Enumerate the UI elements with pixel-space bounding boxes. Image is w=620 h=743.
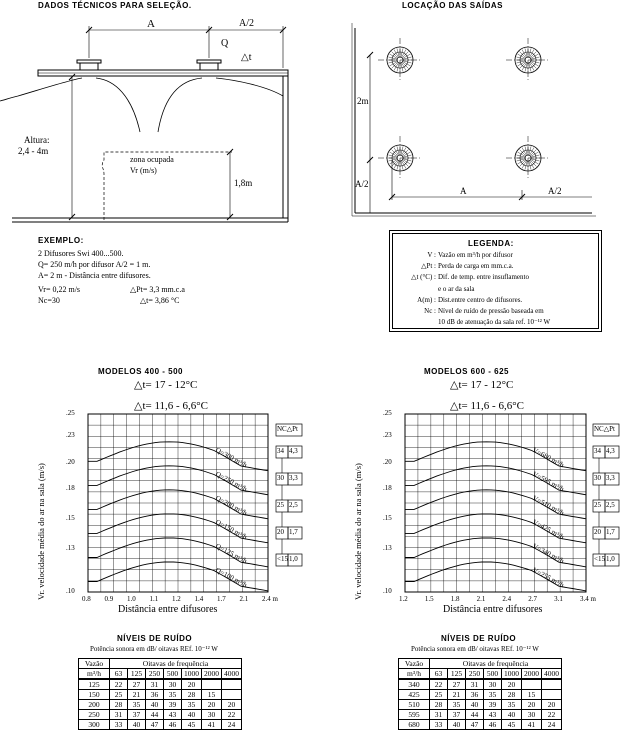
table-row bbox=[79, 700, 242, 710]
dim-a-label: A bbox=[460, 186, 467, 196]
y-tick-label: .20 bbox=[66, 457, 75, 466]
y-tick-label: .10 bbox=[383, 587, 392, 595]
table-cell: 28 bbox=[430, 700, 448, 710]
table-cell: 20 bbox=[202, 700, 222, 710]
table-cell: 340 bbox=[399, 679, 430, 690]
dim-label-a-half: A/2 bbox=[239, 18, 254, 29]
legend-key: △Pt : bbox=[421, 262, 436, 271]
y-tick-label: .15 bbox=[66, 514, 75, 523]
table-cell: 425 bbox=[399, 690, 430, 700]
x-tick-label: 0.8 bbox=[82, 595, 91, 603]
chart-right-xlabel: Distância entre difusores bbox=[443, 604, 543, 615]
series-label: V=510 m³/h bbox=[531, 494, 566, 518]
band-label: 500 bbox=[484, 669, 502, 680]
y-tick-label: .18 bbox=[383, 483, 392, 492]
y-tick-label: .25 bbox=[383, 409, 392, 417]
series-label: Q=125 m³/h bbox=[213, 542, 248, 566]
noise-table-right bbox=[398, 658, 562, 730]
dim-a-half-left-label: A/2 bbox=[355, 179, 369, 189]
table-cell: 31 bbox=[466, 679, 484, 690]
band-header: Oitavas de frequência bbox=[430, 659, 562, 669]
table-row bbox=[399, 700, 562, 710]
table-cell: 40 bbox=[146, 700, 164, 710]
diffuser-outlet-icon bbox=[378, 136, 422, 180]
legend-key: V : bbox=[427, 251, 436, 259]
x-tick-label: 2.1 bbox=[239, 595, 249, 603]
table-row bbox=[399, 690, 562, 700]
table-cell: 43 bbox=[484, 710, 502, 720]
table-cell: 28 bbox=[110, 700, 128, 710]
col-header-flow: Vazão bbox=[399, 659, 430, 669]
y-tick-label: .23 bbox=[383, 430, 392, 439]
table-row bbox=[399, 710, 562, 720]
legend-key: A(m) : bbox=[417, 295, 436, 304]
table-cell: 45 bbox=[182, 720, 202, 730]
table-cell: 24 bbox=[222, 720, 242, 730]
table-cell: 33 bbox=[110, 720, 128, 730]
chart-right-subtitle-2: △t= 11,6 - 6,6°C bbox=[450, 400, 524, 412]
table-cell: 595 bbox=[399, 710, 430, 720]
diffuser-rosettes bbox=[378, 38, 550, 180]
table-cell: 35 bbox=[182, 700, 202, 710]
x-tick-label: 1.2 bbox=[172, 595, 181, 603]
dim-a-half-bottom-label: A/2 bbox=[548, 186, 562, 196]
nc-value: <15 bbox=[277, 555, 288, 563]
nc-value: 34 bbox=[277, 447, 284, 455]
table-cell: 40 bbox=[466, 700, 484, 710]
chart-left-xlabel: Distância entre difusores bbox=[118, 604, 218, 615]
band-label: 2000 bbox=[522, 669, 542, 680]
table-cell: 30 bbox=[202, 710, 222, 720]
room-velocity-label: Vr (m/s) bbox=[130, 166, 157, 175]
band-label: 1000 bbox=[182, 669, 202, 680]
col-header-unit: m³/h bbox=[399, 669, 430, 680]
section-title-technical-data: DADOS TÉCNICOS PARA SELEÇÃO. bbox=[38, 1, 192, 10]
dim-2m-label: 2m bbox=[357, 96, 369, 106]
chart-models-400-500 bbox=[88, 414, 302, 592]
series-label: V=595 m³/h bbox=[531, 469, 566, 494]
table-row bbox=[399, 720, 562, 730]
temp-diff-label: △t bbox=[241, 52, 252, 63]
y-tick-label: .23 bbox=[66, 430, 75, 439]
legend-key: △t (°C) : bbox=[411, 273, 436, 282]
nc-value: 34 bbox=[594, 447, 601, 455]
table-cell: 35 bbox=[128, 700, 146, 710]
table-cell: 15 bbox=[522, 690, 542, 700]
delta-pt-value: 3,3 bbox=[289, 474, 298, 482]
series-label: Q=300 m³/h bbox=[213, 445, 248, 470]
noise-table-left bbox=[78, 658, 242, 730]
noise-right-subtitle: Potência sonora em dB/ oitavas REf. 10⁻¹² W bbox=[411, 645, 539, 653]
legend-text: Perda de carga em mm.c.a. bbox=[438, 262, 514, 271]
y-tick-label: .13 bbox=[383, 544, 392, 553]
example-temp-diff: △t= 3,86 °C bbox=[140, 296, 180, 305]
table-cell: 200 bbox=[79, 700, 110, 710]
band-label: 125 bbox=[448, 669, 466, 680]
example-pressure-loss: △Pt= 3,3 mm.c.a bbox=[130, 285, 185, 294]
series-label: Q=200 m³/h bbox=[213, 494, 248, 518]
table-cell: 45 bbox=[502, 720, 522, 730]
table-cell: 30 bbox=[164, 679, 182, 690]
table-cell: 41 bbox=[202, 720, 222, 730]
x-tick-label: 1.5 bbox=[424, 595, 434, 603]
band-label: 4000 bbox=[222, 669, 242, 680]
band-label: 250 bbox=[146, 669, 164, 680]
example-velocity: Vr= 0,22 m/s bbox=[38, 285, 81, 294]
height-18-label: 1,8m bbox=[234, 178, 253, 188]
nc-table-header-text: NC△Pt bbox=[277, 425, 298, 433]
table-cell: 35 bbox=[164, 690, 182, 700]
chart-models-600-625 bbox=[405, 414, 619, 592]
table-cell: 250 bbox=[79, 710, 110, 720]
band-label: 2000 bbox=[202, 669, 222, 680]
legend-text: Dist.entre centro de difusores. bbox=[438, 295, 523, 304]
series-label: Q=150 m³/h bbox=[213, 518, 248, 542]
table-cell: 40 bbox=[448, 720, 466, 730]
table-cell: 21 bbox=[128, 690, 146, 700]
x-tick-label: 2.7 bbox=[528, 595, 538, 603]
table-cell: 35 bbox=[502, 700, 522, 710]
table-cell: 36 bbox=[146, 690, 164, 700]
table-cell: 31 bbox=[146, 679, 164, 690]
example-line-1: 2 Difusores Swi 400...500. bbox=[38, 249, 124, 258]
band-header: Oitavas de frequência bbox=[110, 659, 242, 669]
x-tick-label: 1.0 bbox=[127, 595, 136, 603]
x-tick-label: 1.8 bbox=[450, 595, 460, 603]
nc-value: 30 bbox=[594, 474, 601, 482]
table-cell: 46 bbox=[164, 720, 182, 730]
legend-text: e o ar da sala bbox=[438, 284, 475, 293]
x-tick-label: 1.1 bbox=[149, 595, 159, 603]
chart-right-title: MODELOS 600 - 625 bbox=[424, 367, 509, 376]
table-row bbox=[79, 710, 242, 720]
delta-pt-value: 4,3 bbox=[289, 447, 298, 455]
legend-title: LEGENDA: bbox=[468, 239, 514, 248]
y-tick-label: .13 bbox=[66, 544, 75, 553]
example-line-2: Q= 250 m/h por difusor A/2 = 1 m. bbox=[38, 260, 151, 269]
series-label: V=680 m³/h bbox=[531, 445, 566, 470]
legend-key: Nc : bbox=[424, 307, 436, 315]
series-label: V=340 m³/h bbox=[531, 542, 566, 566]
x-tick-label: 1.7 bbox=[217, 595, 226, 603]
table-row bbox=[79, 679, 242, 690]
nc-table-header-text: NC△Pt bbox=[594, 425, 615, 433]
band-label: 250 bbox=[466, 669, 484, 680]
noise-right-title: NÍVEIS DE RUÍDO bbox=[441, 634, 517, 643]
delta-pt-value: 1,7 bbox=[289, 528, 298, 536]
chart-left-ylabel: Vr. velocidade média do ar na sala (m/s) bbox=[36, 463, 46, 600]
nc-value: 30 bbox=[277, 474, 284, 482]
table-cell: 22 bbox=[110, 679, 128, 690]
table-cell: 40 bbox=[128, 720, 146, 730]
band-label: 1000 bbox=[502, 669, 522, 680]
y-tick-label: .20 bbox=[383, 457, 392, 466]
table-cell: 30 bbox=[484, 679, 502, 690]
band-label: 125 bbox=[128, 669, 146, 680]
table-cell: 39 bbox=[164, 700, 182, 710]
band-label: 500 bbox=[164, 669, 182, 680]
nc-value: 20 bbox=[277, 528, 284, 536]
height-label: Altura: bbox=[24, 135, 50, 145]
table-cell: 22 bbox=[542, 710, 562, 720]
table-cell: 37 bbox=[448, 710, 466, 720]
table-cell: 30 bbox=[522, 710, 542, 720]
table-cell: 36 bbox=[466, 690, 484, 700]
table-cell: 25 bbox=[430, 690, 448, 700]
x-tick-label: 2.4 m bbox=[262, 595, 278, 603]
x-tick-label: 2.1 bbox=[476, 595, 486, 603]
diffuser-outlet-icon bbox=[506, 38, 550, 82]
table-cell bbox=[222, 690, 242, 700]
nc-value: <15 bbox=[594, 555, 605, 563]
table-cell: 35 bbox=[484, 690, 502, 700]
series-label: V=255 m³/h bbox=[531, 566, 566, 590]
table-cell bbox=[202, 679, 222, 690]
legend-text: Vazão em m³/h por difusor bbox=[438, 251, 513, 259]
table-cell: 31 bbox=[110, 710, 128, 720]
col-header-unit: m³/h bbox=[79, 669, 110, 680]
table-cell: 44 bbox=[146, 710, 164, 720]
table-cell: 20 bbox=[522, 700, 542, 710]
table-cell: 27 bbox=[128, 679, 146, 690]
table-cell: 28 bbox=[502, 690, 522, 700]
series-label: V=425 m³/h bbox=[531, 518, 566, 542]
table-cell: 15 bbox=[202, 690, 222, 700]
table-cell: 22 bbox=[430, 679, 448, 690]
table-cell: 125 bbox=[79, 679, 110, 690]
table-cell: 46 bbox=[484, 720, 502, 730]
delta-pt-value: 1,0 bbox=[606, 555, 615, 563]
table-cell bbox=[542, 679, 562, 690]
table-cell: 27 bbox=[448, 679, 466, 690]
series-label: Q=100 m³/h bbox=[213, 566, 248, 590]
legend-text: 10 dB de atenuação da sala ref. 10⁻¹² W bbox=[438, 318, 551, 327]
example-title: EXEMPLO: bbox=[38, 236, 84, 245]
table-cell: 20 bbox=[502, 679, 522, 690]
x-tick-label: 1.2 bbox=[399, 595, 408, 603]
y-tick-label: .18 bbox=[66, 483, 75, 492]
y-tick-label: .25 bbox=[66, 409, 75, 417]
band-label: 4000 bbox=[542, 669, 562, 680]
table-cell: 25 bbox=[110, 690, 128, 700]
y-tick-label: .10 bbox=[66, 587, 75, 595]
table-cell: 39 bbox=[484, 700, 502, 710]
example-line-3: A= 2 m - Distância entre difusores. bbox=[38, 271, 151, 280]
table-cell: 44 bbox=[466, 710, 484, 720]
flow-label-q: Q bbox=[221, 38, 229, 49]
x-tick-label: 2.4 bbox=[502, 595, 512, 603]
col-header-flow: Vazão bbox=[79, 659, 110, 669]
table-cell: 33 bbox=[430, 720, 448, 730]
chart-right-ylabel: Vr. velocidade média do ar na sala (m/s) bbox=[353, 463, 363, 600]
chart-left-title: MODELOS 400 - 500 bbox=[98, 367, 183, 376]
height-range-label: 2,4 - 4m bbox=[18, 146, 49, 156]
table-cell: 24 bbox=[542, 720, 562, 730]
noise-left-subtitle: Potência sonora em dB/ oitavas REf. 10⁻¹² W bbox=[90, 645, 218, 653]
table-cell: 43 bbox=[164, 710, 182, 720]
table-cell: 21 bbox=[448, 690, 466, 700]
table-cell: 37 bbox=[128, 710, 146, 720]
table-cell: 510 bbox=[399, 700, 430, 710]
delta-pt-value: 1,0 bbox=[289, 555, 298, 563]
x-tick-label: 3.1 bbox=[554, 595, 563, 603]
diffuser-outlet-icon bbox=[506, 136, 550, 180]
table-cell: 35 bbox=[448, 700, 466, 710]
legend-text: Dif. de temp. entre insuflamento bbox=[438, 273, 529, 282]
table-cell: 31 bbox=[430, 710, 448, 720]
table-cell: 22 bbox=[222, 710, 242, 720]
delta-pt-value: 2,5 bbox=[606, 501, 615, 509]
x-tick-label: 1.4 bbox=[194, 595, 204, 603]
table-cell: 47 bbox=[466, 720, 484, 730]
table-cell: 40 bbox=[182, 710, 202, 720]
nc-value: 25 bbox=[594, 501, 601, 509]
chart-left-subtitle-1: △t= 17 - 12°C bbox=[134, 379, 198, 391]
table-cell: 41 bbox=[522, 720, 542, 730]
legend-text: Nível de ruído de pressão baseada em bbox=[438, 307, 544, 315]
occupied-zone-label: zona ocupada bbox=[130, 155, 174, 164]
series-label: Q=250 m³/h bbox=[213, 469, 248, 494]
delta-pt-value: 3,3 bbox=[606, 474, 615, 482]
band-label: 63 bbox=[110, 669, 128, 680]
table-cell: 28 bbox=[182, 690, 202, 700]
delta-pt-value: 1,7 bbox=[606, 528, 615, 536]
y-tick-label: .15 bbox=[383, 514, 392, 523]
table-cell: 300 bbox=[79, 720, 110, 730]
table-cell: 680 bbox=[399, 720, 430, 730]
table-cell bbox=[522, 679, 542, 690]
chart-left-subtitle-2: △t= 11,6 - 6,6°C bbox=[134, 400, 208, 412]
table-cell: 40 bbox=[502, 710, 522, 720]
table-row bbox=[79, 720, 242, 730]
table-cell: 20 bbox=[542, 700, 562, 710]
example-nc: Nc=30 bbox=[38, 296, 60, 305]
x-tick-label: 3.4 m bbox=[580, 595, 596, 603]
table-row bbox=[399, 679, 562, 690]
table-cell: 20 bbox=[222, 700, 242, 710]
diffuser-outlet-icon bbox=[378, 38, 422, 82]
nc-value: 20 bbox=[594, 528, 601, 536]
x-tick-label: 0.9 bbox=[104, 595, 114, 603]
table-cell: 150 bbox=[79, 690, 110, 700]
table-cell bbox=[222, 679, 242, 690]
table-cell: 20 bbox=[182, 679, 202, 690]
nc-value: 25 bbox=[277, 501, 284, 509]
dim-label-a: A bbox=[147, 18, 155, 30]
delta-pt-value: 4,3 bbox=[606, 447, 615, 455]
table-cell bbox=[542, 690, 562, 700]
table-row bbox=[79, 690, 242, 700]
chart-right-subtitle-1: △t= 17 - 12°C bbox=[450, 379, 514, 391]
table-cell: 47 bbox=[146, 720, 164, 730]
delta-pt-value: 2,5 bbox=[289, 501, 298, 509]
section-title-outlet-location: LOCAÇÃO DAS SAÍDAS bbox=[402, 1, 504, 10]
band-label: 63 bbox=[430, 669, 448, 680]
noise-left-title: NÍVEIS DE RUÍDO bbox=[117, 634, 193, 643]
